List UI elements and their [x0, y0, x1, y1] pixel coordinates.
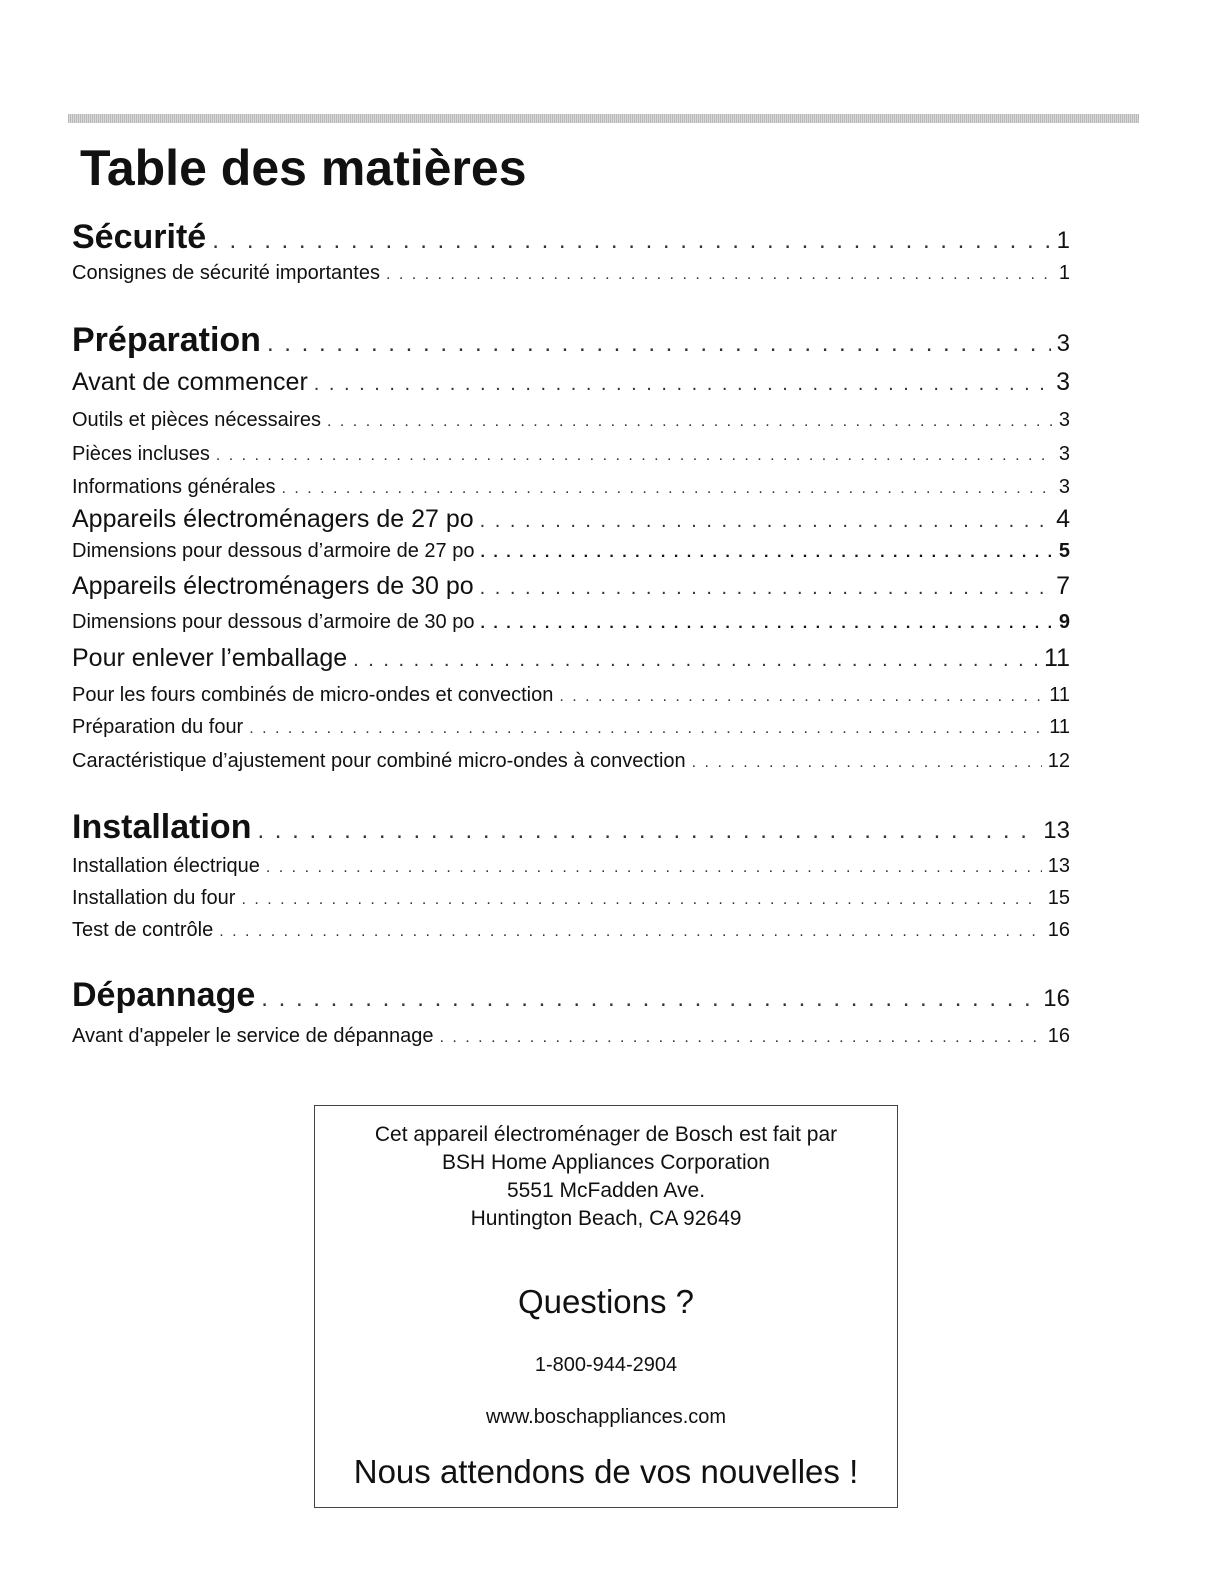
contact-box: [314, 1105, 898, 1508]
toc-entry-consignes[interactable]: Consignes de sécurité importantes . . . 1: [72, 262, 1070, 285]
toc-entry-test-controle[interactable]: Test de contrôle . . . 16: [72, 919, 1070, 942]
toc-entry-installation-electrique[interactable]: Installation électrique . . . 13: [72, 855, 1070, 878]
toc-entry-outils[interactable]: Outils et pièces nécessaires . . . 3: [72, 409, 1070, 432]
dot-leader: [212, 227, 1050, 255]
page-number: 11: [1049, 684, 1070, 706]
company-name: BSH Home Appliances Corporation: [441, 1151, 770, 1174]
toc-entry-informations[interactable]: Informations générales . . . 3: [72, 476, 1070, 499]
page-number: 7: [1056, 572, 1070, 600]
dot-leader: [480, 577, 1050, 600]
page-title: Table des matières: [80, 140, 527, 196]
dot-leader: [327, 413, 1053, 431]
page-number: 16: [1047, 1025, 1070, 1047]
page-number: 12: [1047, 750, 1070, 772]
street-address: 5551 McFadden Ave.: [506, 1179, 706, 1202]
toc-entry-dimensions-30[interactable]: Dimensions pour dessous d’armoire de 30 po . . . 9: [72, 611, 1070, 634]
page-number: 3: [1058, 476, 1070, 498]
page-number: 5: [1058, 540, 1070, 562]
toc-entry-depannage[interactable]: Dépannage . . . 16: [72, 976, 1070, 1015]
page-number: 3: [1058, 409, 1070, 431]
website-link[interactable]: www.boschappliances.com: [485, 1406, 727, 1428]
page-number: 13: [1043, 817, 1070, 844]
page-number: 16: [1047, 919, 1070, 941]
page-number: 4: [1056, 505, 1070, 533]
city-address: Huntington Beach, CA 92649: [470, 1207, 742, 1230]
toc-entry-emballage[interactable]: Pour enlever l’emballage . . . 11: [72, 644, 1070, 673]
dot-leader: [216, 447, 1053, 465]
toc-entry-pieces-incluses[interactable]: Pièces incluses . . . 3: [72, 443, 1070, 466]
toc-entry-avant-de-commencer[interactable]: Avant de commencer . . . 3: [72, 368, 1070, 397]
toc-entry-appareils-30[interactable]: Appareils électroménagers de 30 po . . . 7: [72, 572, 1070, 601]
dot-leader: [261, 985, 1037, 1013]
page-number: 13: [1047, 855, 1070, 877]
dot-leader: [440, 1029, 1042, 1047]
dot-leader: [249, 720, 1043, 738]
toc-entry-fours-combines[interactable]: Pour les fours combinés de micro-ondes et convection . . . 11: [72, 684, 1070, 707]
page-number: 11: [1049, 716, 1070, 738]
dot-leader: [219, 923, 1042, 941]
page-number: 15: [1047, 887, 1070, 909]
dot-leader: [267, 330, 1051, 358]
toc-entry-dimensions-27[interactable]: Dimensions pour dessous d’armoire de 27 po . . . 5: [72, 540, 1070, 563]
toc-entry-caracteristique[interactable]: Caractéristique d’ajustement pour combiné micro-ondes à convection . . . 12: [72, 750, 1070, 773]
dot-leader: [559, 688, 1043, 706]
closing-message: Nous attendons de vos nouvelles !: [353, 1453, 859, 1490]
toc-entry-preparation[interactable]: Préparation . . . 3: [72, 321, 1070, 360]
page-number: 16: [1043, 985, 1070, 1012]
dot-leader: [692, 754, 1042, 772]
dot-leader: [281, 480, 1052, 498]
page-number: 3: [1058, 443, 1070, 465]
toc-entry-avant-appeler[interactable]: Avant d'appeler le service de dépannage . . . 16: [72, 1025, 1070, 1048]
page-number: 9: [1058, 611, 1070, 633]
manufacturer-line: Cet appareil électroménager de Bosch est fait par: [374, 1123, 838, 1146]
page-number: 1: [1058, 262, 1070, 284]
toc-entry-installation[interactable]: Installation . . . 13: [72, 808, 1070, 847]
dot-leader: [241, 891, 1041, 909]
header-rule: [68, 114, 1139, 123]
dot-leader: [480, 510, 1050, 533]
questions-heading: Questions ?: [517, 1283, 695, 1320]
page-number: 3: [1056, 368, 1070, 396]
dot-leader: [266, 859, 1042, 877]
phone-number: 1-800-944-2904: [534, 1354, 678, 1376]
toc-entry-appareils-27[interactable]: Appareils électroménagers de 27 po . . . 4: [72, 505, 1070, 534]
dot-leader: [480, 615, 1052, 633]
page-number: 11: [1044, 644, 1070, 672]
dot-leader: [480, 544, 1052, 562]
toc-entry-securite[interactable]: Sécurité . . . 1: [72, 218, 1070, 257]
dot-leader: [314, 373, 1050, 396]
dot-leader: [353, 649, 1038, 672]
toc-entry-installation-four[interactable]: Installation du four . . . 15: [72, 887, 1070, 910]
dot-leader: [386, 266, 1053, 284]
toc-entry-preparation-four[interactable]: Préparation du four . . . 11: [72, 716, 1070, 739]
dot-leader: [257, 817, 1037, 845]
page-number: 3: [1056, 330, 1070, 357]
page-number: 1: [1056, 227, 1070, 254]
